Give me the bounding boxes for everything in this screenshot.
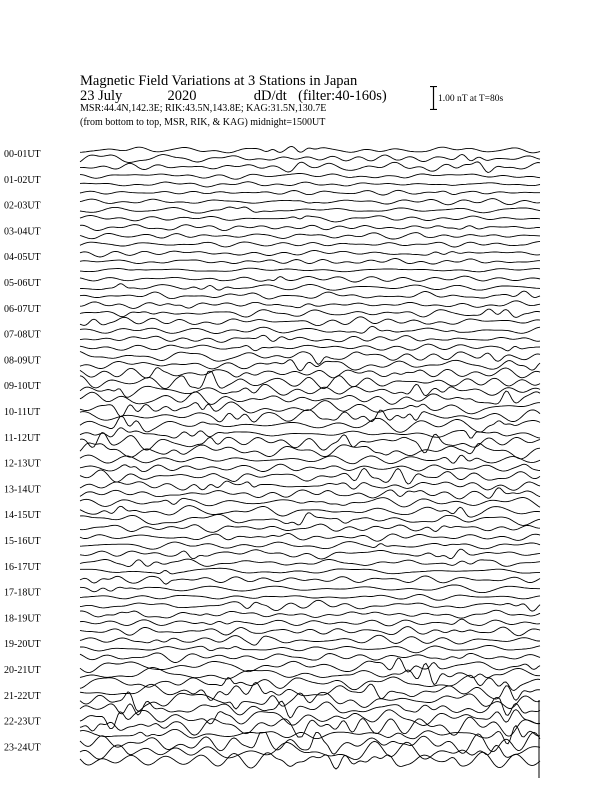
- scale-label: 1.00 nT at T=80s: [438, 94, 504, 104]
- hour-label: 03-04UT: [4, 226, 41, 238]
- waveform-trace-rik: [80, 692, 540, 711]
- hour-label: 13-14UT: [4, 484, 41, 496]
- date-year: 2020: [167, 88, 197, 104]
- waveform-trace-rik: [80, 513, 540, 526]
- waveform-trace-msr: [80, 416, 540, 432]
- waveform-trace-rik: [80, 619, 540, 626]
- hour-label: 18-19UT: [4, 613, 41, 625]
- waveform-trace-rik: [80, 464, 540, 471]
- waveform-trace-rik: [80, 410, 540, 422]
- waveform-trace-rik: [80, 360, 540, 371]
- waveform-trace-msr: [80, 498, 540, 508]
- hour-label: 05-06UT: [4, 278, 41, 289]
- midnight-note: midnight=1500UT: [250, 117, 326, 128]
- waveform-trace-msr: [80, 162, 540, 173]
- chart-title: Magnetic Field Variations at 3 Stations in Japan: [80, 73, 358, 89]
- hour-label: 22-23UT: [4, 716, 41, 728]
- waveform-trace-kag: [80, 635, 540, 645]
- waveform-trace-kag: [80, 658, 540, 673]
- waveform-trace-msr: [80, 241, 540, 247]
- hour-label: 07-08UT: [4, 329, 41, 341]
- hour-label: 09-10UT: [4, 381, 41, 393]
- waveform-trace-kag: [80, 401, 540, 417]
- waveform-trace-kag: [80, 199, 540, 205]
- waveform-trace-kag: [80, 326, 540, 333]
- waveform-trace-kag: [80, 428, 540, 438]
- waveform-trace-msr: [80, 653, 540, 663]
- waveform-trace-rik: [80, 542, 540, 550]
- hour-label: 11-12UT: [4, 432, 41, 444]
- hour-label: 10-11UT: [4, 407, 41, 418]
- waveform-trace-msr: [80, 391, 540, 404]
- waveform-trace-rik: [80, 384, 540, 397]
- hour-label: 02-03UT: [4, 200, 41, 212]
- waveform-trace-rik: [80, 335, 540, 342]
- waveform-trace-kag: [80, 301, 540, 309]
- waveform-trace-msr: [80, 368, 540, 378]
- hour-label: 21-22UT: [4, 690, 41, 702]
- waveform-trace-rik: [80, 742, 540, 760]
- waveform-trace-kag: [80, 506, 540, 517]
- waveform-trace-rik: [80, 488, 540, 499]
- hour-label: 06-07UT: [4, 303, 41, 315]
- hour-label: 04-05UT: [4, 252, 41, 264]
- hour-label: 08-09UT: [4, 355, 41, 367]
- waveform-trace-kag: [80, 585, 540, 593]
- waveform-trace-msr: [80, 317, 540, 326]
- waveform-trace-rik: [80, 284, 540, 291]
- waveform-trace-rik: [80, 233, 540, 239]
- hour-label: 15-16UT: [4, 536, 41, 547]
- hour-label: 20-21UT: [4, 665, 41, 676]
- waveform-trace-rik: [80, 207, 540, 213]
- date-day: 23: [80, 88, 95, 104]
- filter-label: (filter:40-160s): [298, 88, 387, 104]
- hour-label: 14-15UT: [4, 510, 41, 522]
- waveform-trace-kag: [80, 276, 540, 282]
- hour-label: 19-20UT: [4, 639, 41, 651]
- waveform-trace-rik: [80, 717, 540, 737]
- waveform-trace-msr: [80, 291, 540, 299]
- waveform-trace-kag: [80, 225, 540, 231]
- waveform-trace-kag: [80, 682, 540, 700]
- waveform-trace-msr: [80, 726, 540, 744]
- waveform-trace-msr: [80, 468, 540, 484]
- waveform-trace-msr: [80, 627, 540, 636]
- waveform-trace-rik: [80, 309, 540, 317]
- waveform-trace-msr: [80, 549, 540, 559]
- hour-label: 16-17UT: [4, 561, 41, 573]
- waveform-trace-rik: [80, 155, 540, 163]
- waveform-trace-msr: [80, 216, 540, 222]
- waveform-trace-msr: [80, 524, 540, 532]
- waveform-trace-kag: [80, 533, 540, 541]
- waveform-trace-kag: [80, 559, 540, 566]
- waveform-trace-rik: [80, 568, 540, 574]
- waveform-trace-kag: [80, 610, 540, 618]
- waveform-trace-rik: [80, 182, 540, 187]
- waveform-trace-msr: [80, 344, 540, 351]
- quantity-label: dD/dt: [253, 88, 287, 104]
- waveform-trace-kag: [80, 147, 540, 153]
- waveform-trace-rik: [80, 259, 540, 265]
- station-coordinates: MSR:44.4N,142.3E; RIK:43.5N,143.8E; KAG:31.5N,130.7E: [80, 103, 327, 114]
- waveform-trace-kag: [80, 251, 540, 258]
- waveform-trace-kag: [80, 174, 540, 180]
- hour-label: 12-13UT: [4, 458, 41, 470]
- hour-label: 23-24UT: [4, 742, 41, 754]
- waveform-trace-kag: [80, 481, 540, 490]
- hour-label: 01-02UT: [4, 174, 41, 186]
- waveform-trace-msr: [80, 190, 540, 195]
- order-note: (from bottom to top, MSR, RIK, & KAG): [80, 117, 248, 128]
- waveform-trace-rik: [80, 646, 540, 653]
- hour-label: 00-01UT: [4, 149, 41, 160]
- waveform-trace-msr: [80, 443, 540, 459]
- date-month: July: [98, 88, 123, 104]
- waveform-trace-kag: [80, 455, 540, 464]
- waveform-trace-msr: [80, 576, 540, 584]
- waveform-trace-msr: [80, 268, 540, 272]
- hour-label: 17-18UT: [4, 587, 41, 599]
- waveform-trace-rik: [80, 595, 540, 601]
- waveform-trace-msr: [80, 600, 540, 611]
